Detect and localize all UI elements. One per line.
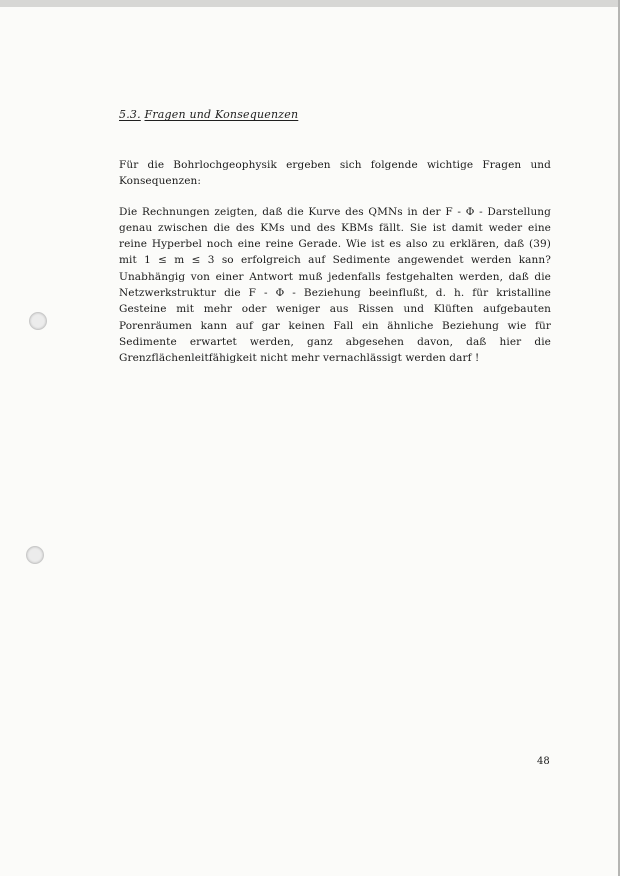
body-paragraph: Die Rechnungen zeigten, daß die Kurve des QMNs in der F - Φ - Darstellung genau zwischen die des KMs und des KBMs fällt. Sie ist damit weder eine reine Hyperbel noch eine reine Gerade. Wie ist es also zu erklären, daß (39) mit 1 ≤ m ≤ 3 so erfolgreich auf Sedimente angewendet werden kann? Unabhängig von einer Antwort muß jedenfalls festgehalten werden, daß die Netzwerkstruktur die F - Φ - Beziehung beeinflußt, d. h. für kristalline Gesteine mit mehr oder weniger aus Rissen und Klüften aufgebauten Porenräumen kann auf gar keinen Fall ein ähnliche Beziehung wie für Sedimente erwartet werden, ganz abgesehen davon, daß hier die Grenzflächenleitfähigkeit nicht mehr vernachlässigt werden darf ! bbox=[119, 205, 551, 365]
section-number: 5.3. bbox=[119, 108, 141, 121]
section-title: Fragen und Konsequenzen bbox=[144, 108, 299, 121]
intro-paragraph: Für die Bohrlochgeophysik ergeben sich folgende wichtige Fragen und Konsequenzen: bbox=[119, 158, 551, 187]
page-number: 48 bbox=[537, 756, 550, 767]
scan-top-border bbox=[0, 0, 620, 7]
punch-hole-lower bbox=[26, 546, 44, 564]
section-heading bbox=[119, 108, 298, 121]
punch-hole-upper bbox=[29, 312, 47, 330]
